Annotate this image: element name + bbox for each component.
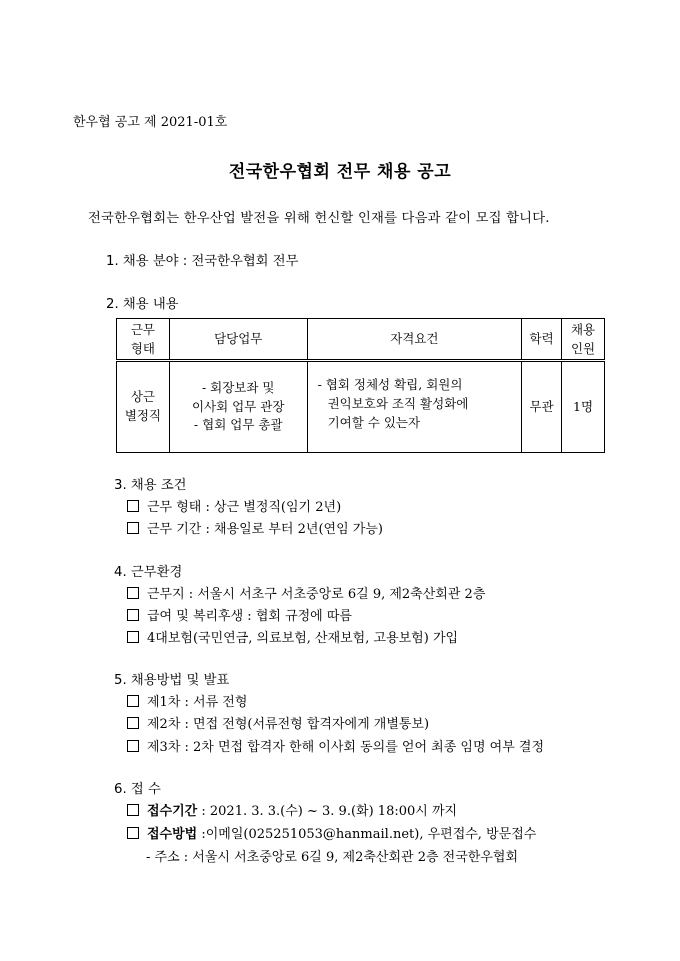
receipt-method-label: 접수방법 xyxy=(147,827,198,842)
checkbox-icon xyxy=(127,695,139,707)
checkbox-icon xyxy=(127,500,139,512)
cell-work-type xyxy=(117,361,170,453)
method-stage-3: 제3차 : 2차 면접 합격자 한해 이사회 동의를 얻어 최종 임명 여부 결정 xyxy=(147,740,545,755)
document-number: 한우협 공고 제 2021-01호 xyxy=(73,115,228,130)
cell-qual-line1: - 협회 정체성 확립, 회원의 xyxy=(317,377,463,392)
cell-duty xyxy=(169,361,307,453)
checkbox-icon xyxy=(127,717,139,729)
condition-work-type: 근무 형태 : 상근 별정직(임기 2년) xyxy=(147,500,342,515)
checkbox-icon xyxy=(127,631,139,643)
cell-duty-line3: - 협회 업무 총괄 xyxy=(193,417,283,433)
receipt-period-label: 접수기간 xyxy=(147,804,198,819)
env-insurance: 4대보험(국민연금, 의료보험, 산재보험, 고용보험) 가입 xyxy=(147,631,459,646)
list-item xyxy=(127,800,457,819)
list-item xyxy=(127,518,383,537)
header-headcount xyxy=(562,319,605,361)
header-headcount-line2: 인원 xyxy=(570,341,596,356)
header-headcount-line1: 채용 xyxy=(570,321,596,337)
section-2-heading: 2. 채용 내용 xyxy=(106,297,179,312)
cell-work-type-line1: 상근 xyxy=(130,389,156,405)
section-6-heading: 6. 접 수 xyxy=(114,782,161,797)
condition-work-period: 근무 기간 : 채용일로 부터 2년(연임 가능) xyxy=(147,522,383,537)
receipt-period-value: : 2021. 3. 3.(수) ~ 3. 9.(화) 18:00시 까지 xyxy=(197,804,458,819)
checkbox-icon xyxy=(127,587,139,599)
method-stage-2: 제2차 : 면접 전형(서류전형 합격자에게 개별통보) xyxy=(147,717,430,732)
section-3-heading: 3. 채용 조건 xyxy=(114,478,187,493)
intro-paragraph: 전국한우협회는 한우산업 발전을 위해 헌신할 인재를 다음과 같이 모집 합니다. xyxy=(88,211,550,226)
list-item xyxy=(127,496,341,515)
checkbox-icon xyxy=(127,609,139,621)
page-title: 전국한우협회 전무 채용 공고 xyxy=(228,162,452,182)
header-work-type-line2: 형태 xyxy=(130,341,156,356)
env-workplace: 근무지 : 서울시 서초구 서초중앙로 6길 9, 제2축산회관 2층 xyxy=(147,587,486,602)
hiring-table xyxy=(116,318,605,453)
header-work-type-line1: 근무 xyxy=(130,321,156,337)
table-header-row xyxy=(117,319,605,361)
checkbox-icon xyxy=(127,522,139,534)
cell-qual-line3: 기여할 수 있는자 xyxy=(327,414,421,430)
header-qualification: 자격요건 xyxy=(307,319,522,361)
section-5-heading: 5. 채용방법 및 발표 xyxy=(114,673,230,688)
header-duty: 담당업무 xyxy=(169,319,307,361)
receipt-address: - 주소 : 서울시 서초중앙로 6길 9, 제2축산회관 2층 전국한우협회 xyxy=(146,850,519,865)
list-item xyxy=(127,823,536,842)
list-item xyxy=(127,691,247,710)
cell-qual-line2: 권익보호와 조직 활성화에 xyxy=(327,395,469,411)
list-item xyxy=(127,736,544,755)
list-item xyxy=(127,713,429,732)
method-stage-1: 제1차 : 서류 전형 xyxy=(147,695,248,710)
header-education: 학력 xyxy=(522,319,562,361)
section-4-heading: 4. 근무환경 xyxy=(114,565,183,580)
env-salary: 급여 및 복리후생 : 협회 규정에 따름 xyxy=(147,609,352,624)
list-item xyxy=(127,583,485,602)
receipt-method-value: :이메일(025251053@hanmail.net), 우편접수, 방문접수 xyxy=(197,827,537,842)
cell-duty-line2: 이사회 업무 관장 xyxy=(191,398,285,414)
cell-duty-line1: - 회장보좌 및 xyxy=(201,379,275,395)
cell-education: 무관 xyxy=(522,361,562,453)
cell-work-type-line2: 별정직 xyxy=(124,408,162,423)
checkbox-icon xyxy=(127,827,139,839)
checkbox-icon xyxy=(127,740,139,752)
checkbox-icon xyxy=(127,804,139,816)
cell-headcount: 1명 xyxy=(562,361,605,453)
cell-qualification xyxy=(307,361,522,453)
list-item xyxy=(127,627,458,646)
table-row xyxy=(117,361,605,453)
section-1-heading: 1. 채용 분야 : 전국한우협회 전무 xyxy=(106,254,299,269)
list-item xyxy=(127,605,352,624)
header-work-type xyxy=(117,319,170,361)
